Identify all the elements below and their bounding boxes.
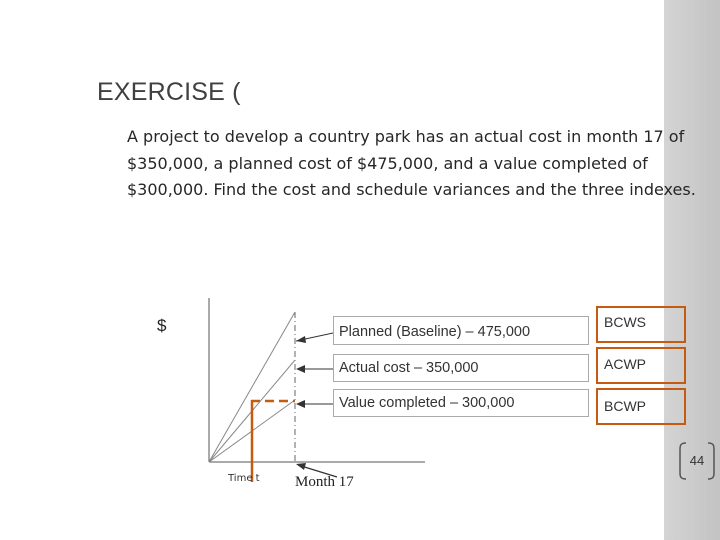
bcws-label: Planned (Baseline) – 475,000 <box>333 316 589 345</box>
acwp-label: Actual cost – 350,000 <box>333 354 589 382</box>
body-line-2: $350,000, a planned cost of $475,000, and a value completed of <box>127 153 648 173</box>
y-axis-label: $ <box>157 316 167 335</box>
bcwp-code-box: BCWP <box>596 388 686 425</box>
page-number: 44 <box>689 453 705 468</box>
slide-title: EXERCISE ( <box>97 78 241 106</box>
acwp-arrowhead <box>296 365 305 373</box>
bcws-arrowhead <box>296 336 306 343</box>
bcws-code-box: BCWS <box>596 306 686 343</box>
body-line-1: A project to develop a country park has an actual cost in month 17 of <box>127 127 685 146</box>
bcwp-arrowhead <box>296 400 305 408</box>
acwp-code-box: ACWP <box>596 347 686 384</box>
x-axis-label: Time t <box>228 473 260 484</box>
month-17-label: Month 17 <box>295 474 354 490</box>
month-17-pointer-head <box>296 463 306 470</box>
bcwp-label: Value completed – 300,000 <box>333 389 589 417</box>
body-line-3: $300,000. Find the cost and schedule variances and the three indexes. <box>127 180 696 199</box>
